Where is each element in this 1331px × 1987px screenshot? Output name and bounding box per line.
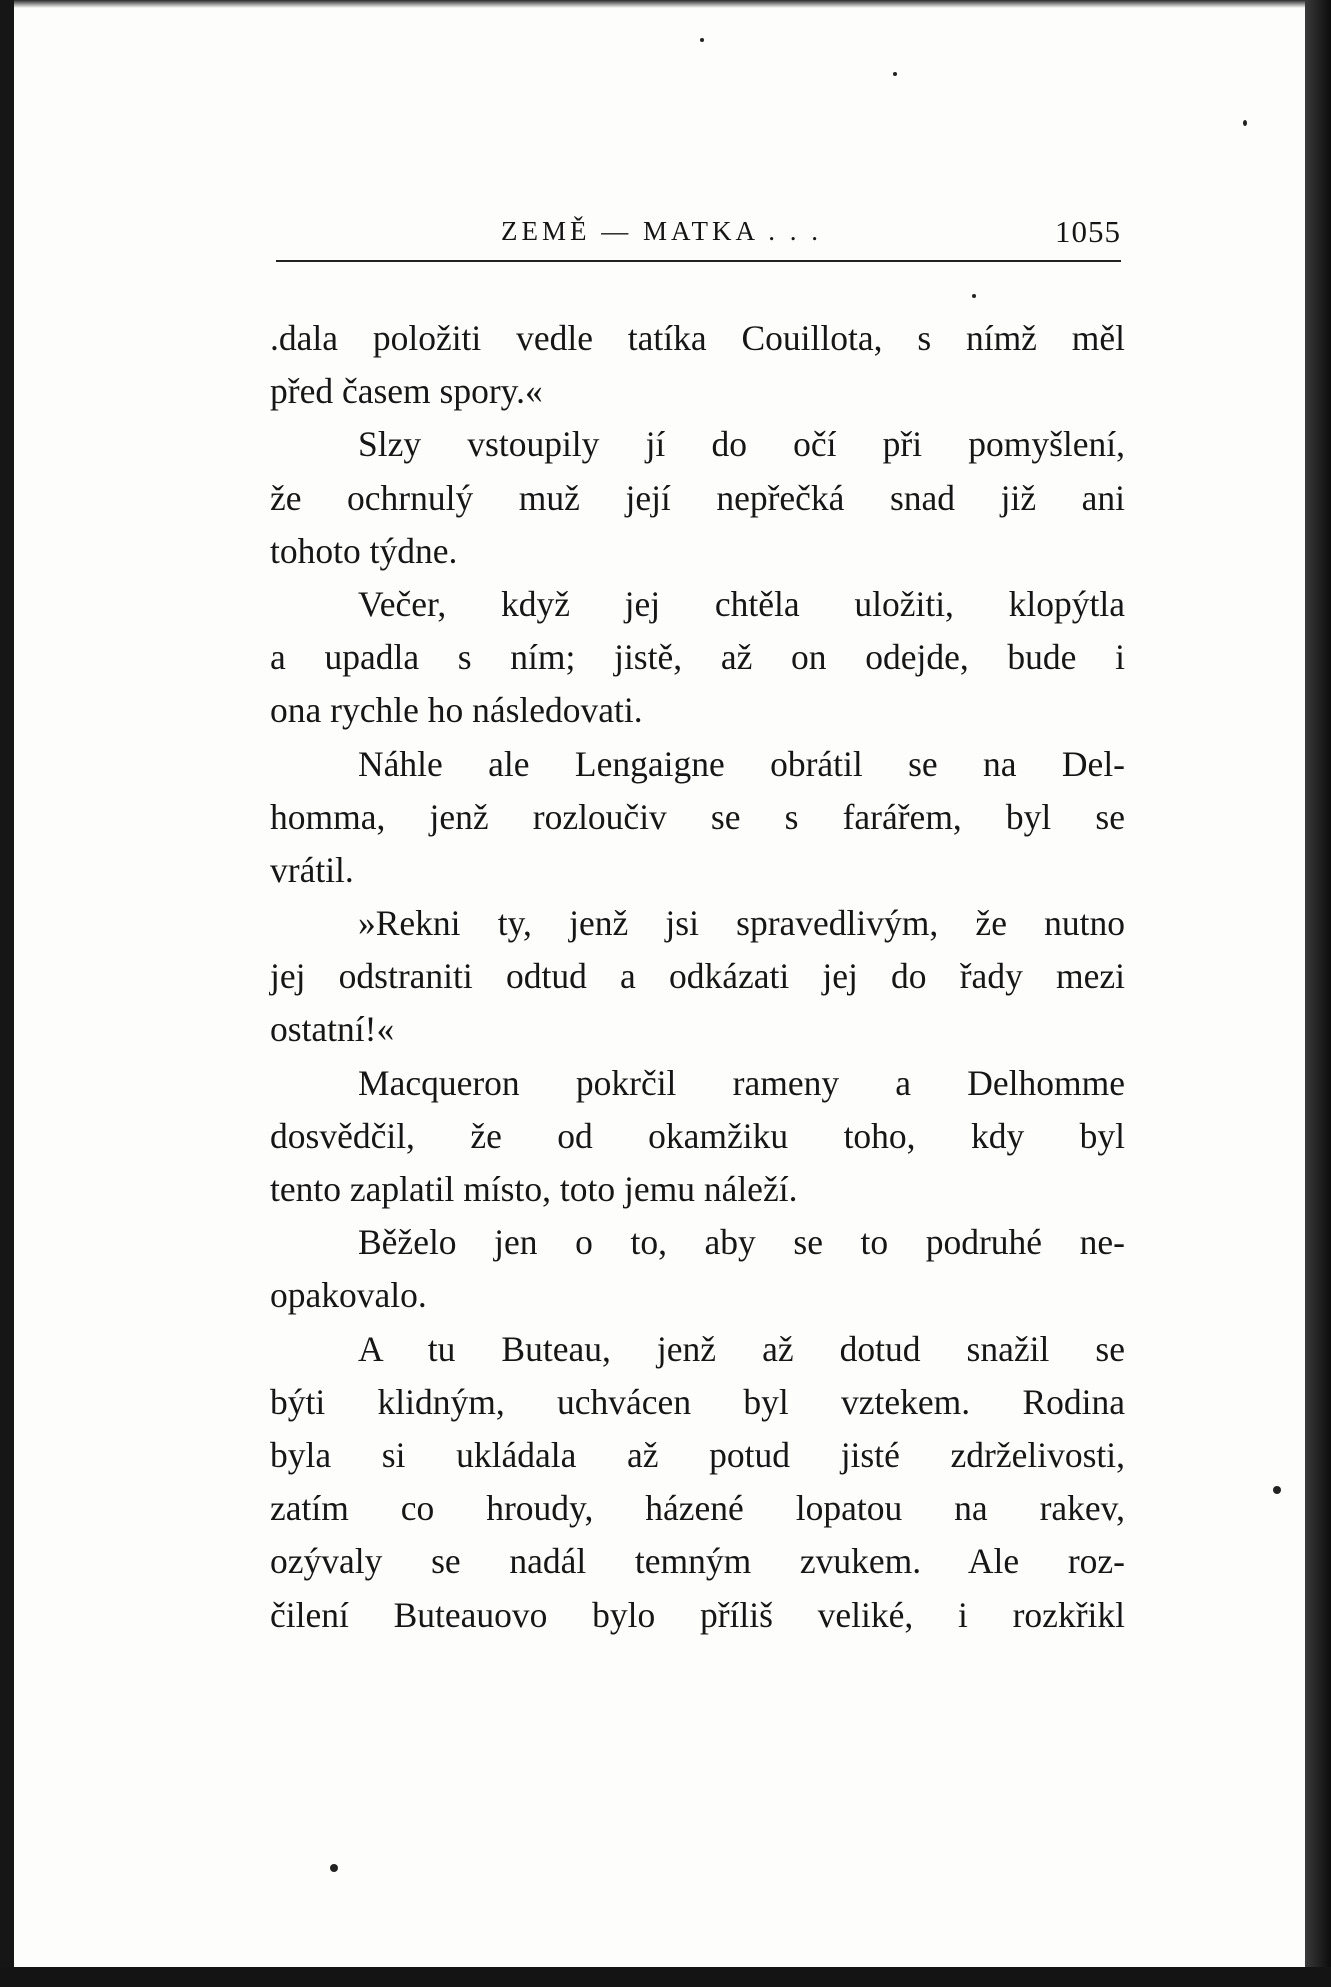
body-text xyxy=(270,312,1125,1642)
text-line: zatím co hroudy, házené lopatou na rakev, xyxy=(270,1488,1125,1529)
scan-edge-right xyxy=(1305,0,1331,1987)
text-line: tento zaplatil místo, toto jemu náleží. xyxy=(270,1169,798,1209)
text-line: byla si ukládala až potud jisté zdrželivosti, xyxy=(270,1434,1125,1475)
text-line: homma, jenž rozloučiv se s farářem, byl se xyxy=(270,796,1125,837)
text-line: .dala položiti vedle tatíka Couillota, s nímž měl xyxy=(270,318,1125,358)
header-rule xyxy=(276,260,1121,262)
scan-speck xyxy=(700,38,704,42)
text-line: ostatní!« xyxy=(270,1009,395,1050)
running-title: ZEMĚ — MATKA . . . xyxy=(501,216,822,246)
scan-speck xyxy=(330,1864,338,1872)
scan-edge-bottom xyxy=(0,1967,1331,1987)
text-line: ona rychle ho následovati. xyxy=(270,690,643,731)
text-line: ozývaly se nadál temným zvukem. Ale roz- xyxy=(270,1541,1125,1582)
scan-speck xyxy=(893,72,897,76)
scan-speck xyxy=(972,294,976,298)
scan-edge-top xyxy=(0,0,1331,8)
text-line: opakovalo. xyxy=(270,1275,427,1316)
text-line: »Rekni ty, jenž jsi spravedlivým, že nutno xyxy=(358,903,1125,944)
text-line: před časem spory.« xyxy=(270,371,543,412)
scan-speck xyxy=(1243,120,1247,126)
text-line: Běželo jen o to, aby se to podruhé ne- xyxy=(358,1222,1125,1263)
text-line: býti klidným, uchvácen byl vztekem. Rodina xyxy=(270,1381,1125,1422)
scan-edge-left xyxy=(0,0,14,1987)
text-line: tohoto týdne. xyxy=(270,530,458,571)
text-line: Náhle ale Lengaigne obrátil se na Del- xyxy=(358,743,1125,784)
text-line: dosvědčil, že od okamžiku toho, kdy byl xyxy=(270,1115,1125,1156)
text-line: vrátil. xyxy=(270,849,354,890)
page-number: 1055 xyxy=(1055,214,1121,249)
text-line: A tu Buteau, jenž až dotud snažil se xyxy=(358,1328,1125,1369)
text-line: Večer, když jej chtěla uložiti, klopýtla xyxy=(358,583,1125,624)
text-line: jej odstraniti odtud a odkázati jej do řady mezi xyxy=(270,956,1125,997)
text-line: Macqueron pokrčil rameny a Delhomme xyxy=(358,1062,1125,1103)
text-line: čilení Buteauovo bylo příliš veliké, i rozkřikl xyxy=(270,1594,1125,1635)
text-line: a upadla s ním; jistě, až on odejde, bude i xyxy=(270,637,1125,678)
text-line: že ochrnulý muž její nepřečká snad již ani xyxy=(270,477,1125,518)
text-line: Slzy vstoupily jí do očí při pomyšlení, xyxy=(358,424,1125,465)
scan-speck xyxy=(1273,1486,1281,1494)
page-header xyxy=(276,208,1121,258)
